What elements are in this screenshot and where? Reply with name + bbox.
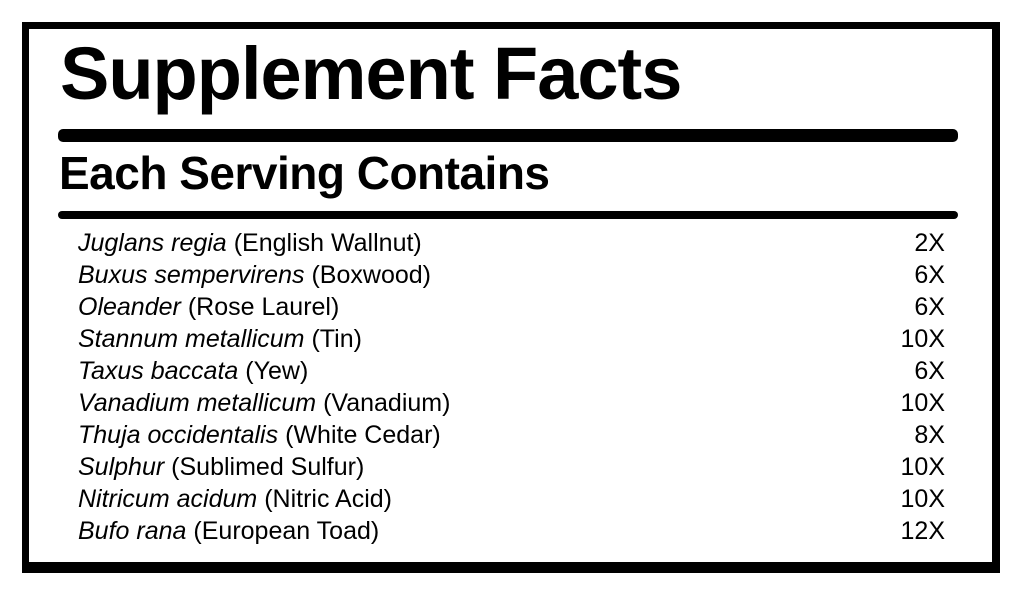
ingredient-common-name: (Sublimed Sulfur) bbox=[171, 452, 365, 481]
ingredient-name bbox=[78, 483, 392, 515]
ingredient-name bbox=[78, 259, 431, 291]
ingredient-latin-name: Vanadium metallicum bbox=[78, 388, 317, 417]
ingredient-list bbox=[58, 227, 958, 547]
ingredient-potency: 2X bbox=[914, 228, 945, 257]
ingredient-latin-name: Bufo rana bbox=[78, 516, 187, 545]
ingredient-potency: 8X bbox=[914, 420, 945, 449]
ingredient-common-name: (White Cedar) bbox=[285, 420, 441, 449]
ingredient-row bbox=[78, 323, 945, 355]
ingredient-latin-name: Thuja occidentalis bbox=[78, 420, 279, 449]
ingredient-name bbox=[78, 227, 422, 259]
ingredient-common-name: (Yew) bbox=[245, 356, 309, 385]
ingredient-latin-name: Taxus baccata bbox=[78, 356, 239, 385]
ingredient-potency: 6X bbox=[914, 356, 945, 385]
ingredient-latin-name: Oleander bbox=[78, 292, 181, 321]
ingredient-name bbox=[78, 451, 364, 483]
ingredient-common-name: (Boxwood) bbox=[311, 260, 431, 289]
ingredient-potency: 6X bbox=[914, 292, 945, 321]
ingredient-potency: 10X bbox=[900, 484, 945, 513]
ingredient-common-name: (Vanadium) bbox=[323, 388, 451, 417]
ingredient-potency: 12X bbox=[900, 516, 945, 545]
ingredient-row bbox=[78, 227, 945, 259]
ingredient-potency: 6X bbox=[914, 260, 945, 289]
label-subtitle: Each Serving Contains bbox=[59, 146, 550, 199]
ingredient-potency: 10X bbox=[900, 452, 945, 481]
ingredient-name bbox=[78, 419, 441, 451]
ingredient-row bbox=[78, 419, 945, 451]
ingredient-common-name: (Rose Laurel) bbox=[187, 292, 340, 321]
ingredient-row bbox=[78, 483, 945, 515]
ingredient-row bbox=[78, 291, 945, 323]
ingredient-latin-name: Juglans regia bbox=[78, 228, 227, 257]
ingredient-name bbox=[78, 291, 339, 323]
ingredient-latin-name: Nitricum acidum bbox=[78, 484, 258, 513]
ingredient-latin-name: Sulphur bbox=[78, 452, 165, 481]
ingredient-common-name: (European Toad) bbox=[193, 516, 380, 545]
ingredient-row bbox=[78, 387, 945, 419]
supplement-facts-label bbox=[22, 22, 1000, 573]
ingredient-name bbox=[78, 323, 362, 355]
ingredient-latin-name: Buxus sempervirens bbox=[78, 260, 305, 289]
ingredient-latin-name: Stannum metallicum bbox=[78, 324, 305, 353]
ingredient-row bbox=[78, 259, 945, 291]
ingredient-name bbox=[78, 355, 308, 387]
ingredient-name bbox=[78, 387, 450, 419]
ingredient-common-name: (Tin) bbox=[311, 324, 362, 353]
ingredient-name bbox=[78, 515, 379, 547]
ingredient-potency: 10X bbox=[900, 388, 945, 417]
ingredient-potency: 10X bbox=[900, 324, 945, 353]
ingredient-common-name: (English Wallnut) bbox=[233, 228, 422, 257]
ingredient-common-name: (Nitric Acid) bbox=[264, 484, 392, 513]
ingredient-row bbox=[78, 515, 945, 547]
label-title: Supplement Facts bbox=[60, 32, 682, 115]
thick-divider bbox=[58, 129, 958, 142]
ingredient-row bbox=[78, 451, 945, 483]
thin-divider bbox=[58, 211, 958, 219]
ingredient-row bbox=[78, 355, 945, 387]
